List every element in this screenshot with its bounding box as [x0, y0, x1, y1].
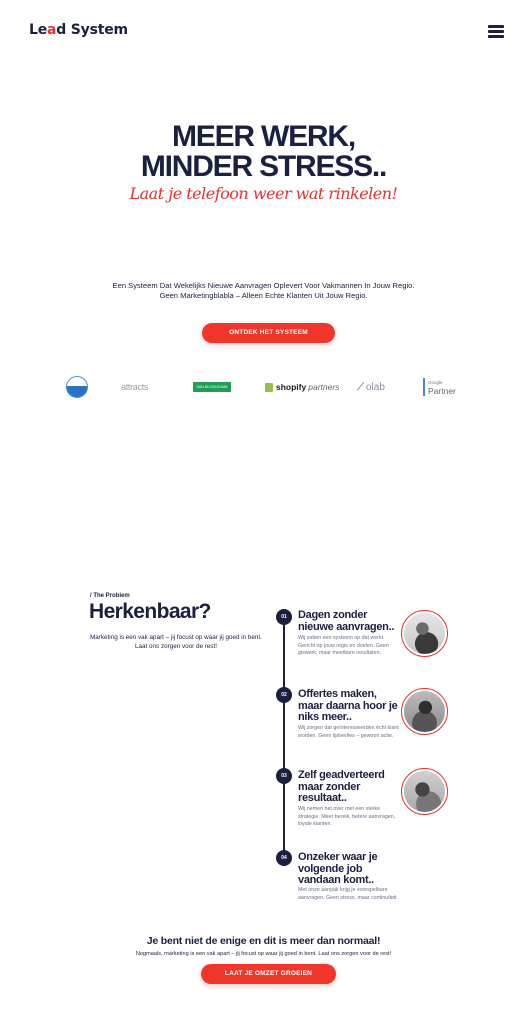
step-description: Met onze aanpak krijg je voorspelbare aanvragen. Geen stress, maar continuïteit.	[298, 887, 399, 901]
step-photo	[401, 610, 448, 657]
section-description: Marketing is een vak apart – jij focust op waar jij goed in bent. Laat ons zorgen voor de rest!	[90, 634, 262, 650]
partner-logos	[0, 373, 527, 401]
hamburger-menu-icon[interactable]	[488, 25, 504, 38]
green-partner-logo: SAN BLOCKCHAIN SELLA	[193, 373, 231, 401]
olab-mark-icon: ⟋	[357, 381, 364, 393]
hero-title: MEER WERK, MINDER STRESS..	[140, 120, 387, 183]
site-logo[interactable]: Lead System	[29, 22, 128, 38]
attracts-logo: attracts	[121, 382, 149, 392]
step-title: Offertes maken, maar daarna hoor je niks meer..	[298, 688, 398, 723]
shopify-partners-logo: shopify partners	[265, 373, 339, 401]
step-photo	[401, 768, 448, 815]
olab-logo: ⟋ olab	[357, 381, 385, 393]
step-title: Zelf geadverteerd maar zonder resultaat..	[298, 769, 385, 804]
step-photo	[401, 688, 448, 735]
grow-revenue-button[interactable]: LAAT JE OMZET GROEIEN	[201, 964, 336, 984]
step-title: Onzeker waar je volgende job vandaan komt..	[298, 851, 378, 886]
certification-badge-logo	[66, 373, 88, 401]
shopify-bag-icon	[265, 383, 273, 392]
step-number: 03	[276, 768, 292, 784]
discover-system-button[interactable]: ONTDEK HET SYSTEEM	[202, 323, 335, 343]
closing-title: Je bent niet de enige en dit is meer dan normaal!	[146, 935, 381, 947]
hero-subtitle: Een Systeem Dat Wekelijks Nieuwe Aanvragen Oplevert Voor Vakmannen In Jouw Regio. Geen Marketingblabla – Alleen Echte Klanten Uit Jouw Regio.	[112, 281, 415, 300]
section-kicker: / The Problem	[90, 593, 130, 599]
step-description: Wij nemen het over met een sterke strategie. Meer bereik, betere aanvragen, loyale klanten.	[298, 806, 396, 827]
step-description: Wij zorgen dat geïnteresseerden écht klant worden. Geen tijdverlies – gewoon actie.	[298, 725, 399, 739]
step-number: 04	[276, 850, 292, 866]
step-description: Wij zetten een systeem op dat werkt. Gericht op jouw regio en doelen. Geen giswerk, maar meetbare resultaten.	[298, 635, 389, 656]
closing-subtitle: Nogmaals, marketing is een vak apart – jij focust op waar jij goed in bent. Laat ons zorgen voor de rest!	[135, 951, 392, 957]
timeline-line	[283, 616, 285, 858]
section-title: Herkenbaar?	[89, 600, 211, 623]
hero-tagline: Laat je telefoon weer wat rinkelen!	[129, 184, 398, 203]
step-number: 01	[276, 609, 292, 625]
site-header	[0, 0, 527, 64]
google-partner-logo: Google Partner	[423, 373, 456, 401]
step-number: 02	[276, 687, 292, 703]
step-title: Dagen zonder nieuwe aanvragen..	[298, 609, 395, 633]
